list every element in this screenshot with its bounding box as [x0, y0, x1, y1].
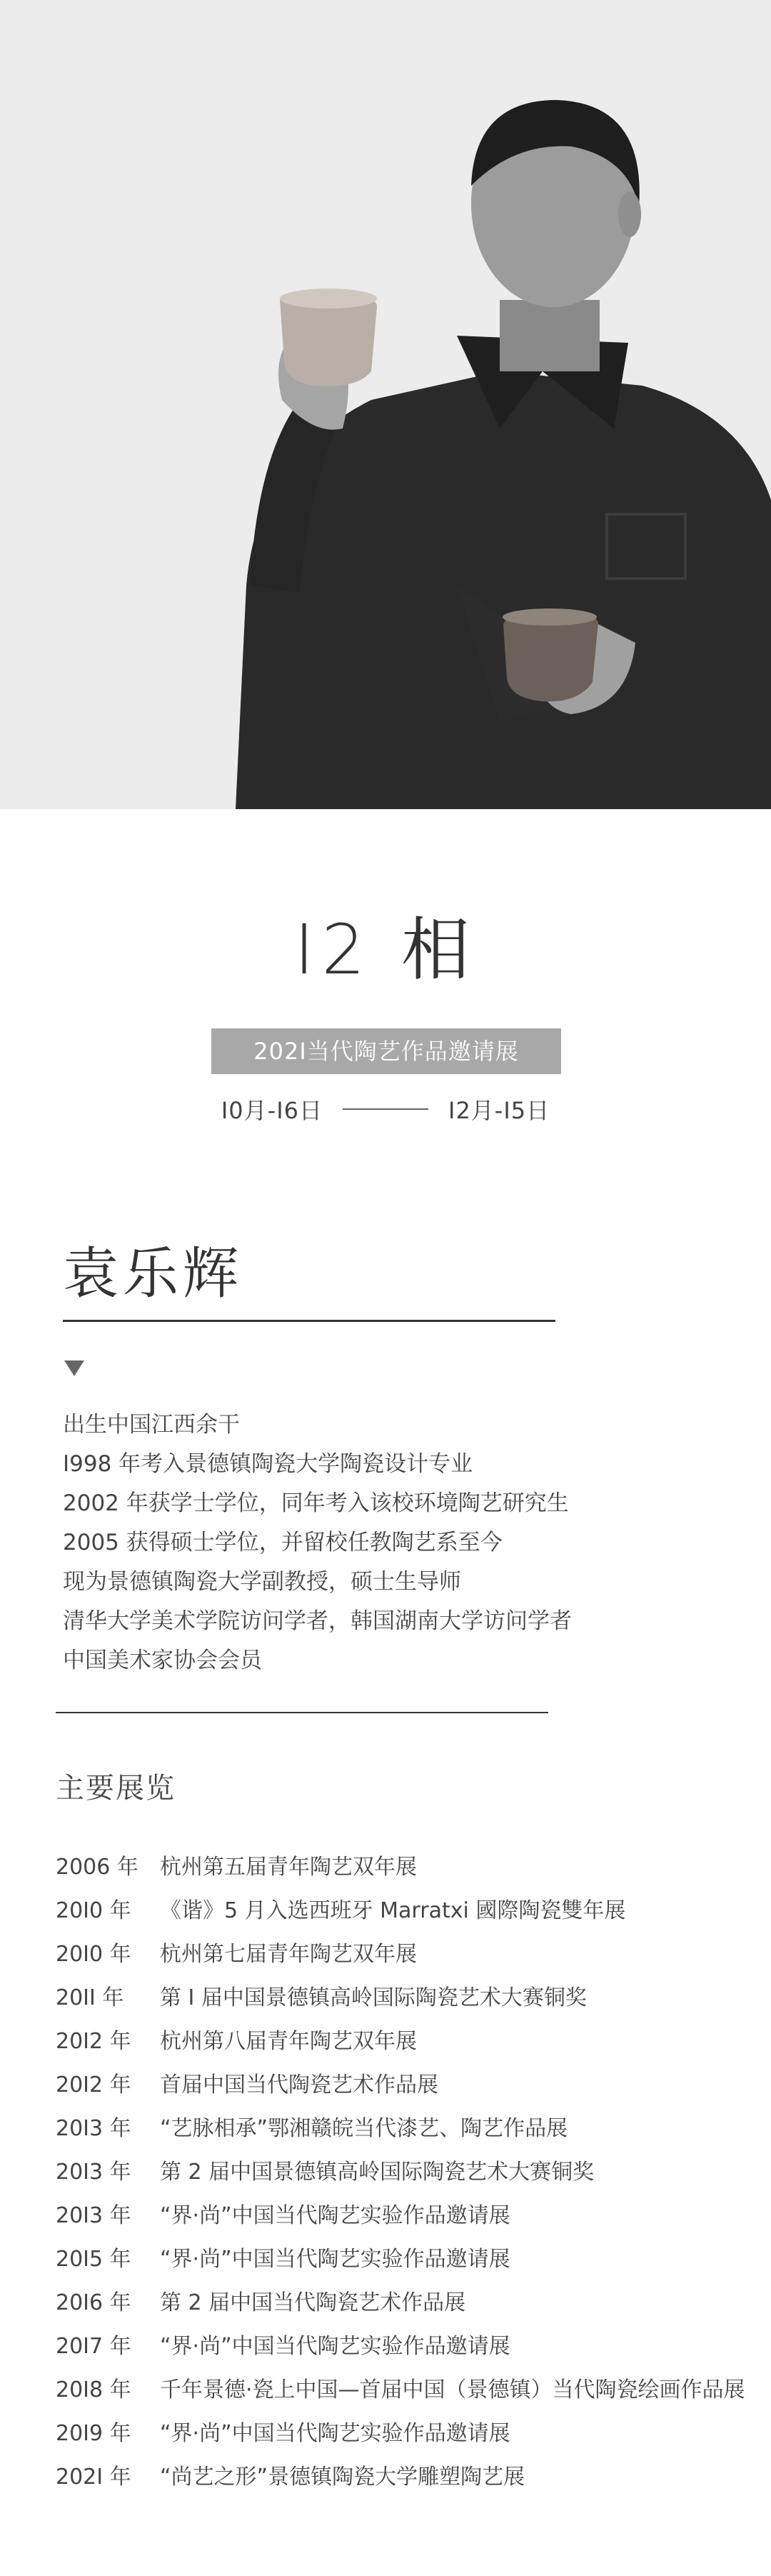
- exhibition-item: [56, 2020, 745, 2063]
- artist-bio: [63, 1405, 572, 1680]
- portrait-illustration: [0, 0, 771, 809]
- exhibition-year: 20I9 年: [56, 2421, 131, 2446]
- bio-line: I998 年考入景德镇陶瓷大学陶瓷设计专业: [63, 1451, 473, 1477]
- exhibition-year: 20I2 年: [56, 2073, 131, 2098]
- exhibition-text: 杭州第五届青年陶艺双年展: [160, 1855, 417, 1880]
- exhibition-item: [56, 2412, 745, 2455]
- exhibition-item: [56, 2281, 745, 2325]
- bio-line: 2005 获得硕士学位，并留校任教陶艺系至今: [63, 1530, 503, 1555]
- bio-line: 中国美术家协会会员: [63, 1648, 262, 1673]
- bio-line: 清华大学美术学院访问学者，韩国湖南大学访问学者: [63, 1608, 572, 1634]
- exhibition-item: [56, 1845, 745, 1889]
- exhibition-year: 20I3 年: [56, 2203, 131, 2228]
- exhibition-item: [56, 1933, 745, 1976]
- exhibition-year: 20I3 年: [56, 2160, 131, 2185]
- exhibition-year: 202I 年: [56, 2465, 131, 2490]
- exhibition-year: 2006 年: [56, 1855, 138, 1880]
- exhibition-item: [56, 2194, 745, 2237]
- exhibition-text: 杭州第七届青年陶艺双年展: [160, 1942, 417, 1967]
- exhibition-year: 20II 年: [56, 1985, 124, 2010]
- exhibition-text: “界·尚”中国当代陶艺实验作品邀请展: [160, 2247, 510, 2272]
- exhibition-item: [56, 1976, 745, 2020]
- exhibition-text: “界·尚”中国当代陶艺实验作品邀请展: [160, 2421, 510, 2446]
- exhibition-year: 20I6 年: [56, 2290, 131, 2315]
- date-start: I0月-I6日: [221, 1097, 323, 1124]
- exhibition-year: 20I5 年: [56, 2247, 131, 2272]
- exhibition-text: 千年景德·瓷上中国—首届中国（景德镇）当代陶瓷绘画作品展: [160, 2377, 745, 2402]
- artist-name: 袁乐辉: [63, 1242, 243, 1306]
- exhibition-text: “艺脉相承”鄂湘赣皖当代漆艺、陶艺作品展: [160, 2116, 568, 2141]
- exhibition-item: [56, 2063, 745, 2107]
- bio-line: 现为景德镇陶瓷大学副教授，硕士生导师: [63, 1569, 461, 1595]
- exhibition-year: 20I8 年: [56, 2377, 131, 2402]
- exhibition-text: “界·尚”中国当代陶艺实验作品邀请展: [160, 2334, 510, 2359]
- exhibition-text: 第 2 届中国当代陶瓷艺术作品展: [160, 2290, 466, 2315]
- artist-portrait-photo: [0, 0, 771, 809]
- exhibitions-title: 主要展览: [56, 1772, 176, 1805]
- exhibition-text: “尚艺之形”景德镇陶瓷大学雕塑陶艺展: [160, 2465, 525, 2490]
- triangle-down-icon: [64, 1360, 84, 1376]
- bio-line: 出生中国江西余干: [63, 1412, 240, 1438]
- exhibition-item: [56, 2150, 745, 2194]
- exhibition-text: 杭州第八届青年陶艺双年展: [160, 2029, 417, 2054]
- exhibition-year: 20I0 年: [56, 1942, 131, 1967]
- exhibition-list: [56, 1845, 745, 2499]
- name-divider: [63, 1320, 555, 1322]
- exhibition-dates: [0, 1093, 771, 1126]
- exhibition-year: 20I2 年: [56, 2029, 131, 2054]
- exhibition-item: [56, 2368, 745, 2412]
- exhibition-item: [56, 2237, 745, 2281]
- exhibition-year: 20I0 年: [56, 1898, 131, 1923]
- date-separator: [343, 1108, 428, 1110]
- exhibition-text: “界·尚”中国当代陶艺实验作品邀请展: [160, 2203, 510, 2228]
- exhibition-item: [56, 2325, 745, 2368]
- bio-divider: [56, 1712, 548, 1713]
- exhibition-text: 第 2 届中国景德镇高岭国际陶瓷艺术大赛铜奖: [160, 2160, 595, 2185]
- exhibition-year: 20I3 年: [56, 2116, 131, 2141]
- exhibition-text: 《谐》5 月入选西班牙 Marratxi 國際陶瓷雙年展: [160, 1898, 626, 1923]
- exhibition-title: I2 相: [294, 910, 477, 990]
- exhibition-subtitle: 202I当代陶艺作品邀请展: [211, 1028, 561, 1074]
- exhibition-year: 20I7 年: [56, 2334, 131, 2359]
- exhibition-text: 第 I 届中国景德镇高岭国际陶瓷艺术大赛铜奖: [160, 1985, 587, 2010]
- exhibition-item: [56, 1889, 745, 1933]
- bio-line: 2002 年获学士学位，同年考入该校环境陶艺研究生: [63, 1490, 569, 1516]
- exhibition-text: 首届中国当代陶瓷艺术作品展: [160, 2073, 438, 2098]
- date-end: I2月-I5日: [448, 1097, 550, 1124]
- exhibition-item: [56, 2455, 745, 2499]
- exhibition-item: [56, 2107, 745, 2150]
